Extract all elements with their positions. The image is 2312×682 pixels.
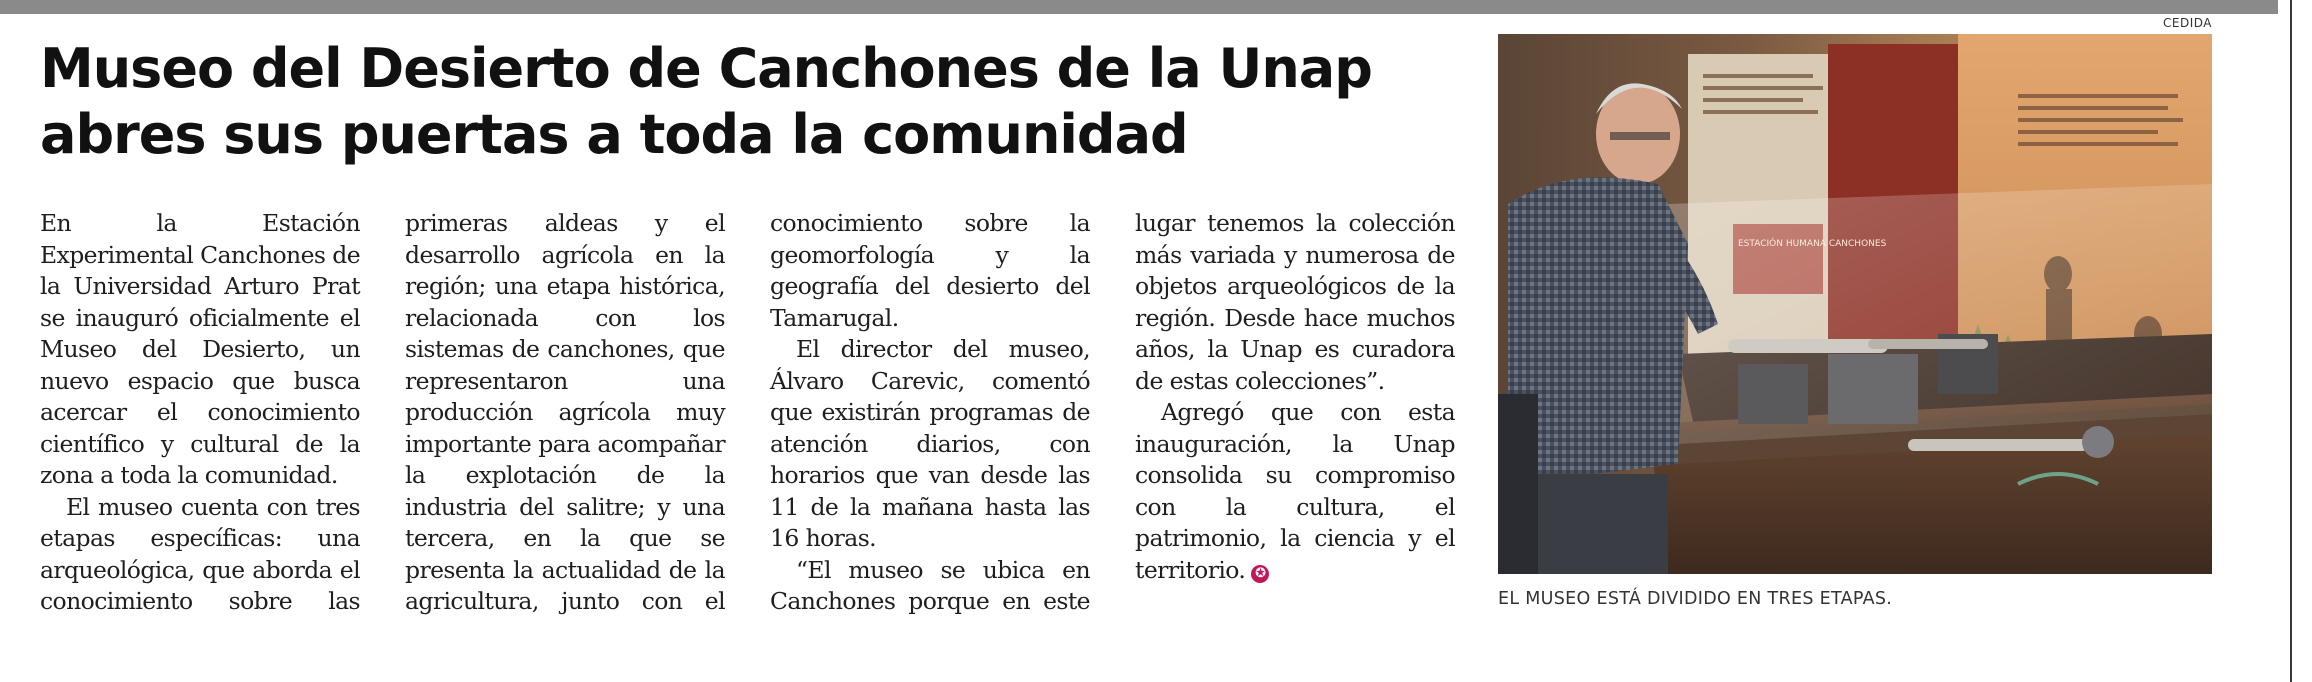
paragraph-3: El director del museo, Álvaro Carevic, comentó que existirán programas de atención diarios, con horarios que van desde las 11 de la mañana hasta las 16 horas. (770, 335, 1090, 552)
museum-photo-illustration (1498, 34, 2212, 574)
museum-photo (1498, 34, 2212, 574)
paragraph-5 (1135, 397, 1455, 586)
article-body (40, 208, 1455, 618)
photo-caption: EL MUSEO ESTÁ DIVIDIDO EN TRES ETAPAS. (1498, 589, 1893, 609)
end-mark-icon: ✪ (1251, 565, 1269, 583)
photo-credit: CEDIDA (2163, 16, 2212, 30)
top-rule (0, 0, 2278, 14)
page-edge-rule (2290, 0, 2292, 682)
paragraph-4: “El museo se ubica en Canchones porque en este lugar tenemos la colección más variada y numerosa de objetos arqueológicos de la región. Desde hace muchos años, la Unap es curadora de estas colecciones”. (770, 209, 1455, 615)
headline-line-2: abres sus puertas a toda la comunidad (40, 103, 1188, 166)
paragraph-5-text: Agregó que con esta inauguración, la Unap consolida su compromiso con la cultura, el patrimonio, la ciencia y el territorio. (1135, 398, 1455, 584)
headline-line-1: Museo del Desierto de Canchones de la Unap (40, 37, 1372, 100)
paragraph-2: El museo cuenta con tres etapas específicas: una arqueológica, que aborda el conocimiento sobre las primeras aldeas y el desarrollo agrícola en la región; una etapa histórica, relacionada con los sistemas de canchones, que representaron una producción agrícola muy importante para acompañar la explotación de la industria del salitre; y una tercera, en la que se presenta la actualidad de la agricultura, junto con el conocimiento sobre la geomorfología y la geografía del desierto del Tamarugal. (40, 209, 1090, 615)
paragraph-1: En la Estación Experimental Canchones de la Universidad Arturo Prat se inauguró oficialmente el Museo del Desierto, un nuevo espacio que busca acercar el conocimiento científico y cultural de la zona a toda la comunidad. (40, 209, 360, 489)
article-headline (40, 36, 1480, 168)
